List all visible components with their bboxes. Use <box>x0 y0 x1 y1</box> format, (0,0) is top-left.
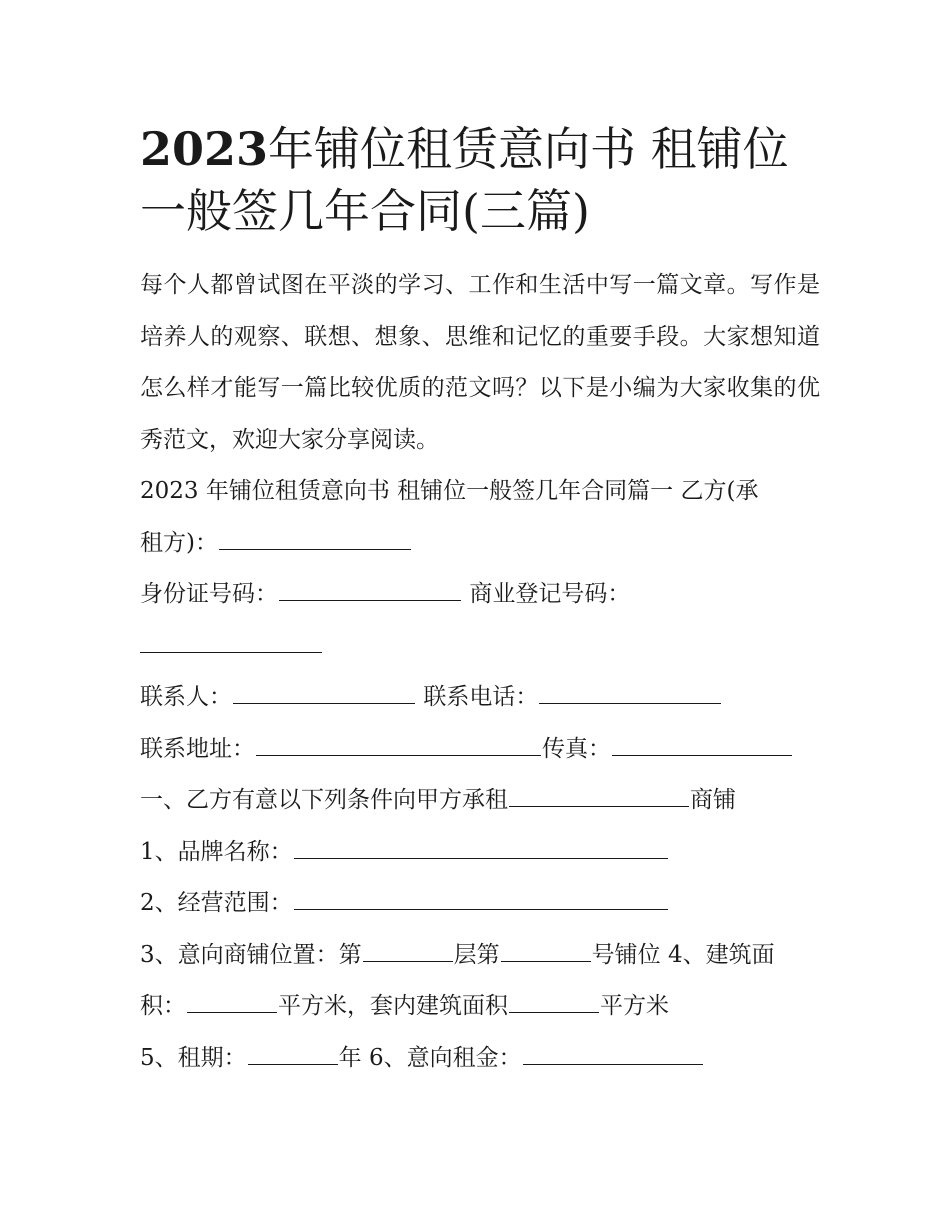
document-title <box>140 118 820 242</box>
clause1-suffix: 商铺 <box>690 787 736 813</box>
location-label-a: 3、意向商铺位置：第 <box>140 941 362 968</box>
unit-blank[interactable] <box>501 937 591 962</box>
scope-label: 2、经营范围： <box>140 890 293 916</box>
scope-line <box>140 878 820 930</box>
address-blank[interactable] <box>256 731 541 756</box>
id-line <box>140 569 820 621</box>
title-year: 2023 <box>140 122 269 176</box>
document-page <box>140 118 820 1084</box>
id-label: 身份证号码： <box>140 581 278 607</box>
floor-blank[interactable] <box>363 937 453 962</box>
gross-area-blank[interactable] <box>187 988 277 1013</box>
area-line <box>140 981 820 1033</box>
area-label-c: 平方米 <box>600 993 669 1019</box>
section-heading: 2023 年铺位租赁意向书 租铺位一般签几年合同篇一 乙方(承 <box>140 478 759 504</box>
tenant-label: 租方)： <box>140 529 218 556</box>
brand-blank[interactable] <box>294 834 668 859</box>
id-blank[interactable] <box>279 576 461 601</box>
biz-reg-blank[interactable] <box>140 628 322 653</box>
clause1-prefix: 一、乙方有意以下列条件向甲方承租 <box>140 787 508 813</box>
net-area-blank[interactable] <box>509 988 599 1013</box>
address-label: 联系地址： <box>140 735 255 762</box>
term-label-a: 5、租期： <box>140 1044 247 1071</box>
clause1-blank[interactable] <box>509 782 689 807</box>
tenant-blank[interactable] <box>219 525 411 550</box>
scope-blank[interactable] <box>294 885 668 910</box>
phone-blank[interactable] <box>539 679 721 704</box>
contact-label: 联系人： <box>140 684 232 710</box>
clause1-line <box>140 775 820 827</box>
term-label-b: 年 6、意向租金： <box>338 1044 522 1071</box>
brand-label: 1、品牌名称： <box>140 838 293 865</box>
fax-label: 传真： <box>542 735 611 762</box>
term-blank[interactable] <box>248 1040 338 1065</box>
biz-reg-label: 商业登记号码： <box>469 581 631 607</box>
location-label-b: 层第 <box>453 941 500 968</box>
phone-label: 联系电话： <box>423 684 539 710</box>
location-label-c: 号铺位 4、建筑面 <box>591 941 775 968</box>
location-line <box>140 930 820 982</box>
tenant-line <box>140 518 820 570</box>
rent-blank[interactable] <box>523 1040 703 1065</box>
intro-paragraph: 每个人都曾试图在平淡的学习、工作和生活中写一篇文章。写作是培养人的观察、联想、想象、思维和记忆的重要手段。大家想知道怎么样才能写一篇比较优质的范文吗？以下是小编为大家收集的优秀范文，欢迎大家分享阅读。 <box>140 272 820 453</box>
area-label-b: 平方米，套内建筑面积 <box>278 993 508 1019</box>
contact-blank[interactable] <box>233 679 415 704</box>
area-label-a: 积： <box>140 993 186 1019</box>
address-line <box>140 724 820 776</box>
term-line <box>140 1033 820 1085</box>
fax-blank[interactable] <box>612 731 792 756</box>
contact-line <box>140 672 820 724</box>
biz-reg-line <box>140 621 820 673</box>
brand-line <box>140 827 820 879</box>
title-text: 年铺位租赁意向书 租铺位一般签几年合同(三篇) <box>140 122 789 238</box>
